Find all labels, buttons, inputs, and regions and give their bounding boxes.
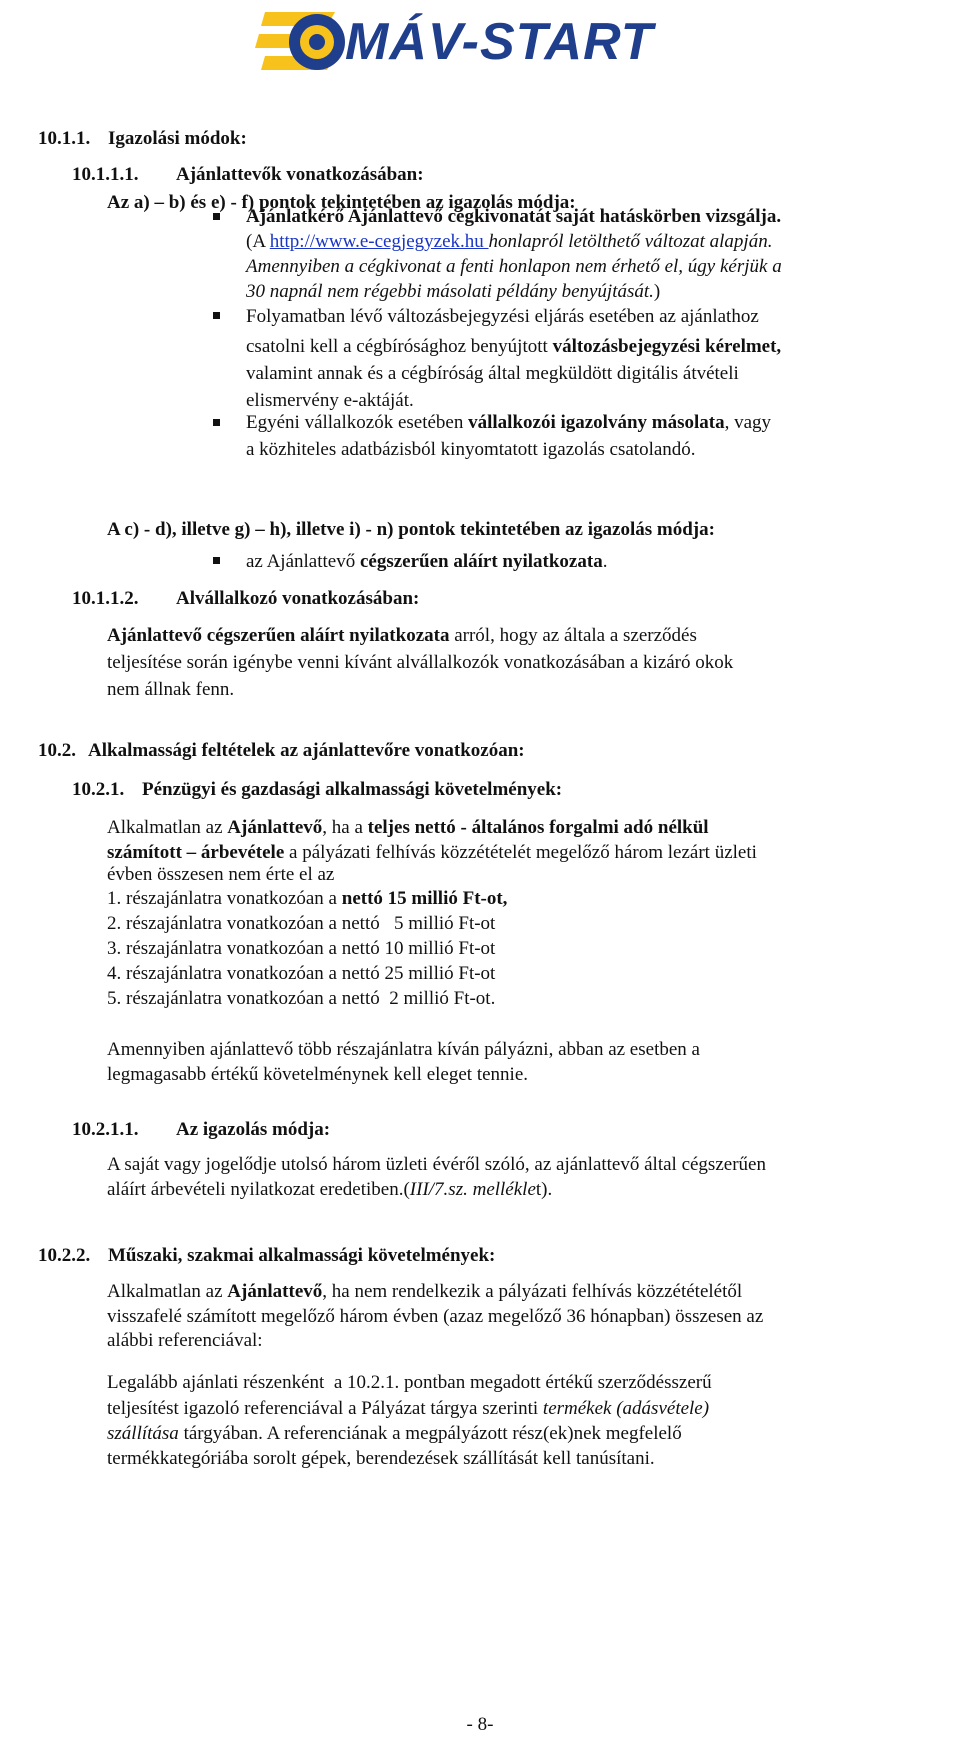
- bullet1-line3: Amennyiben a cégkivonat a fenti honlapon nem érhető el, úgy kérjük a: [246, 256, 782, 277]
- fin-list-item: [107, 886, 507, 911]
- section-10-2-2-number: 10.2.2.: [38, 1245, 91, 1266]
- section-10-1-1-1-title: Ajánlattevők vonatkozásában:: [176, 164, 424, 185]
- section-10-2-1-number: 10.2.1.: [72, 779, 125, 800]
- tech-para-l1b: Ajánlattevő: [227, 1281, 323, 1302]
- bullet1-line4-post: ): [653, 281, 661, 302]
- sub-para-line2: teljesítése során igénybe venni kívánt alvállalkozók vonatkozásában a kizáró okok: [107, 652, 734, 673]
- fin-para-line1: [107, 815, 709, 840]
- section-10-1-1-title: Igazolási módok:: [108, 128, 247, 149]
- fin-para-l2b: a pályázati felhívás közzétételét megelőző három lezárt üzleti: [284, 842, 757, 863]
- proof-para-l2-post: t).: [535, 1179, 553, 1200]
- proof-para-line1: A saját vagy jogelődje utolsó három üzleti évéről szóló, az ajánlattevő által cégszerűen: [107, 1154, 766, 1175]
- section-10-1-1-2-title: Alvállalkozó vonatkozásában:: [176, 588, 420, 609]
- fin-list-item1-bold: nettó 15 millió Ft-ot,: [341, 888, 508, 909]
- ref-para-line4: termékkategóriába sorolt gépek, berendezések szállítását kell tanúsítani.: [107, 1448, 655, 1469]
- mav-start-logo: [255, 4, 665, 80]
- ab-heading: Az a) – b) és e) - f) pontok tekintetében az igazolás módja:: [107, 192, 576, 213]
- sub-para-line1: [107, 623, 697, 648]
- bullet-marker: [213, 213, 220, 220]
- tech-para-l1c: , ha nem rendelkezik a pályázati felhívás közzétételétől: [322, 1281, 743, 1302]
- ref-para-l2-pre: teljesítést igazoló referenciával a Pályázat tárgya szerinti: [107, 1398, 543, 1419]
- bullet3-line1-pre: Egyéni vállalkozók esetében: [246, 412, 469, 433]
- fin-list-item1-pre: 1. részajánlatra vonatkozóan a: [107, 888, 342, 909]
- bullet2-line1: Folyamatban lévő változásbejegyzési eljárás esetében az ajánlathoz: [246, 306, 759, 327]
- tech-para-line2: visszafelé számított megelőző három évben (azaz megelőző 36 hónapban) összesen az: [107, 1306, 764, 1327]
- fin-para-l1b: Ajánlattevő: [227, 817, 323, 838]
- bullet-marker: [213, 419, 220, 426]
- ref-para-line1: Legalább ajánlati részenként a 10.2.1. pontban megadott értékű szerződésszerű: [107, 1372, 712, 1393]
- sub-para-line1-post: arról, hogy az általa a szerződés: [449, 625, 697, 646]
- bullet3-line1-post: , vagy: [724, 412, 772, 433]
- fin-para-l1d: teljes nettó - általános forgalmi adó nélkül: [367, 817, 709, 838]
- fin-para-l1a: Alkalmatlan az: [107, 817, 228, 838]
- page-number: - 8-: [466, 1714, 494, 1735]
- bullet-marker: [213, 557, 220, 564]
- section-10-2-1-title: Pénzügyi és gazdasági alkalmassági követelmények:: [142, 779, 563, 800]
- tech-para-l1a: Alkalmatlan az: [107, 1281, 228, 1302]
- fin-list-item: 4. részajánlatra vonatkozóan a nettó 25 millió Ft-ot: [107, 963, 496, 984]
- bullet1-line4: [246, 279, 660, 304]
- proof-para-line2: [107, 1177, 552, 1202]
- ref-para-l3-post: tárgyában. A referenciának a megpályázott rész(ek)nek megfelelő: [178, 1423, 682, 1444]
- bullet3-line2: a közhiteles adatbázisból kinyomtatott igazolás csatolandó.: [246, 439, 696, 460]
- bullet4-post: .: [602, 551, 608, 572]
- multi-para-line1: Amennyiben ajánlattevő több részajánlatra kíván pályázni, abban az esetben a: [107, 1039, 700, 1060]
- bullet2-line4: elismervény e-aktáját.: [246, 390, 414, 411]
- sub-para-line3: nem állnak fenn.: [107, 679, 235, 700]
- fin-list-item: 5. részajánlatra vonatkozóan a nettó 2 millió Ft-ot.: [107, 988, 496, 1009]
- bullet4-bold: cégszerűen aláírt nyilatkozata: [359, 551, 603, 572]
- section-10-2-number: 10.2.: [38, 740, 76, 761]
- bullet1-line1: Ajánlatkérő Ajánlattevő cégkivonatát saját hatáskörben vizsgálja.: [246, 206, 782, 227]
- bullet1-line2-pre: (A: [246, 231, 270, 252]
- ref-para-l2-italic: termékek (adásvétele): [542, 1398, 710, 1419]
- logo-wheel-icon: [255, 4, 350, 80]
- logo-wordmark: MÁV-START: [345, 13, 654, 71]
- bullet2-line2-bold: változásbejegyzési kérelmet,: [552, 336, 782, 357]
- fin-list-item: 3. részajánlatra vonatkozóan a nettó 10 millió Ft-ot: [107, 938, 496, 959]
- bullet4-pre: az Ajánlattevő: [246, 551, 360, 572]
- bullet1-line2-italic: honlapról letölthető változat alapján.: [488, 231, 773, 252]
- bullet3-line1: [246, 410, 771, 435]
- bullet-marker: [213, 312, 220, 319]
- ref-para-l3-italic: szállítása: [107, 1423, 179, 1444]
- bullet2-line2-pre: csatolni kell a cégbírósághoz benyújtott: [246, 336, 553, 357]
- fin-para-l2a: számított – árbevétele: [107, 842, 285, 863]
- bullet2-line3: valamint annak és a cégbíróság által megküldött digitális átvételi: [246, 363, 739, 384]
- bullet1-line4-italic: 30 napnál nem régebbi másolati példány benyújtását.: [246, 281, 654, 302]
- bullet3-line1-bold: vállalkozói igazolvány másolata: [468, 412, 725, 433]
- cegjegyzek-link[interactable]: http://www.e-cegjegyzek.hu: [269, 231, 489, 252]
- multi-para-line2: legmagasabb értékű követelménynek kell eleget tennie.: [107, 1064, 528, 1085]
- fin-list-item: 2. részajánlatra vonatkozóan a nettó 5 millió Ft-ot: [107, 913, 496, 934]
- section-10-1-1-2-number: 10.1.1.2.: [72, 588, 139, 609]
- section-10-2-title: Alkalmassági feltételek az ajánlattevőre vonatkozóan:: [88, 740, 525, 761]
- section-10-1-1-number: 10.1.1.: [38, 128, 91, 149]
- section-10-2-2-title: Műszaki, szakmai alkalmassági követelmények:: [108, 1245, 496, 1266]
- proof-para-l2-italic: III/7.sz. mellékle: [409, 1179, 536, 1200]
- section-10-2-1-1-number: 10.2.1.1.: [72, 1119, 139, 1140]
- ref-para-line2: [107, 1396, 709, 1421]
- bullet1-line2: [246, 229, 772, 254]
- bullet4-line: [246, 549, 607, 574]
- fin-para-l1c: , ha a: [322, 817, 368, 838]
- tech-para-line3: alábbi referenciával:: [107, 1330, 263, 1351]
- ref-para-line3: [107, 1421, 682, 1446]
- bullet2-line2: [246, 334, 781, 359]
- fin-para-line3: évben összesen nem érte el az: [107, 864, 335, 885]
- ch-heading: A c) - d), illetve g) – h), illetve i) - n) pontok tekintetében az igazolás módja:: [107, 519, 715, 540]
- section-10-1-1-1-number: 10.1.1.1.: [72, 164, 139, 185]
- tech-para-line1: [107, 1279, 742, 1304]
- proof-para-l2-pre: aláírt árbevételi nyilatkozat eredetiben.(: [107, 1179, 410, 1200]
- section-10-2-1-1-title: Az igazolás módja:: [176, 1119, 331, 1140]
- sub-para-bold: Ajánlattevő cégszerűen aláírt nyilatkozata: [107, 625, 450, 646]
